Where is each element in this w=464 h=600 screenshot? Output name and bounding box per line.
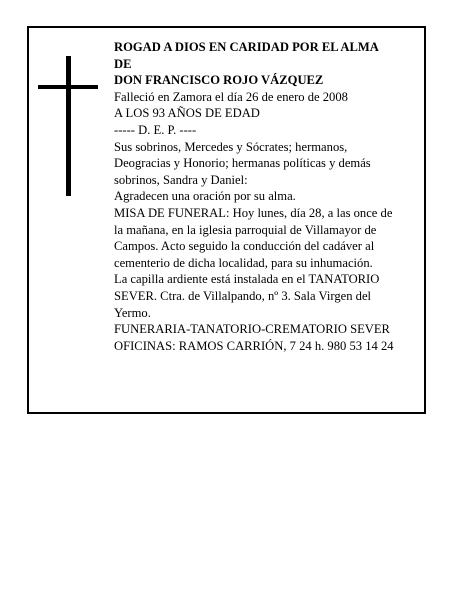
chapel-line: SEVER. Ctra. de Villalpando, nº 3. Sala Virgen del (114, 288, 372, 303)
chapel-line: Yermo. (114, 305, 151, 320)
rip-line: ----- D. E. P. ---- (114, 122, 197, 137)
chapel-line: La capilla ardiente está instalada en el TANATORIO (114, 272, 380, 287)
family-paragraph (114, 139, 422, 189)
funeral-line: Campos. Acto seguido la conducción del cadáver al (114, 239, 375, 254)
cross-horizontal-bar (38, 85, 98, 89)
family-line: Deogracias y Honorio; hermanas políticas y demás (114, 156, 371, 171)
chapel-paragraph (114, 271, 422, 321)
cross-vertical-bar (66, 56, 71, 196)
family-line: sobrinos, Sandra y Daniel: (114, 172, 248, 187)
funeral-line: la mañana, en la iglesia parroquial de Villamayor de (114, 222, 377, 237)
thanks-line: Agradecen una oración por su alma. (114, 189, 296, 204)
family-line: Sus sobrinos, Mercedes y Sócrates; hermanos, (114, 139, 348, 154)
funeral-home-name: FUNERARIA-TANATORIO-CREMATORIO SEVER (114, 322, 390, 337)
deceased-name: DON FRANCISCO ROJO VÁZQUEZ (114, 73, 324, 88)
header-line-2: DE (114, 56, 132, 71)
death-date-line: Falleció en Zamora el día 26 de enero de 2008 (114, 89, 348, 104)
funeral-line: MISA DE FUNERAL: Hoy lunes, día 28, a las once de (114, 205, 393, 220)
header-line-1: ROGAD A DIOS EN CARIDAD POR EL ALMA (114, 40, 379, 54)
funeral-home-offices: OFICINAS: RAMOS CARRIÓN, 7 24 h. 980 53 14 24 (114, 338, 394, 353)
age-line: A LOS 93 AÑOS DE EDAD (114, 106, 260, 121)
funeral-paragraph (114, 205, 422, 271)
funeral-line: cementerio de dicha localidad, para su inhumación. (114, 255, 373, 270)
obituary-text (114, 39, 422, 354)
